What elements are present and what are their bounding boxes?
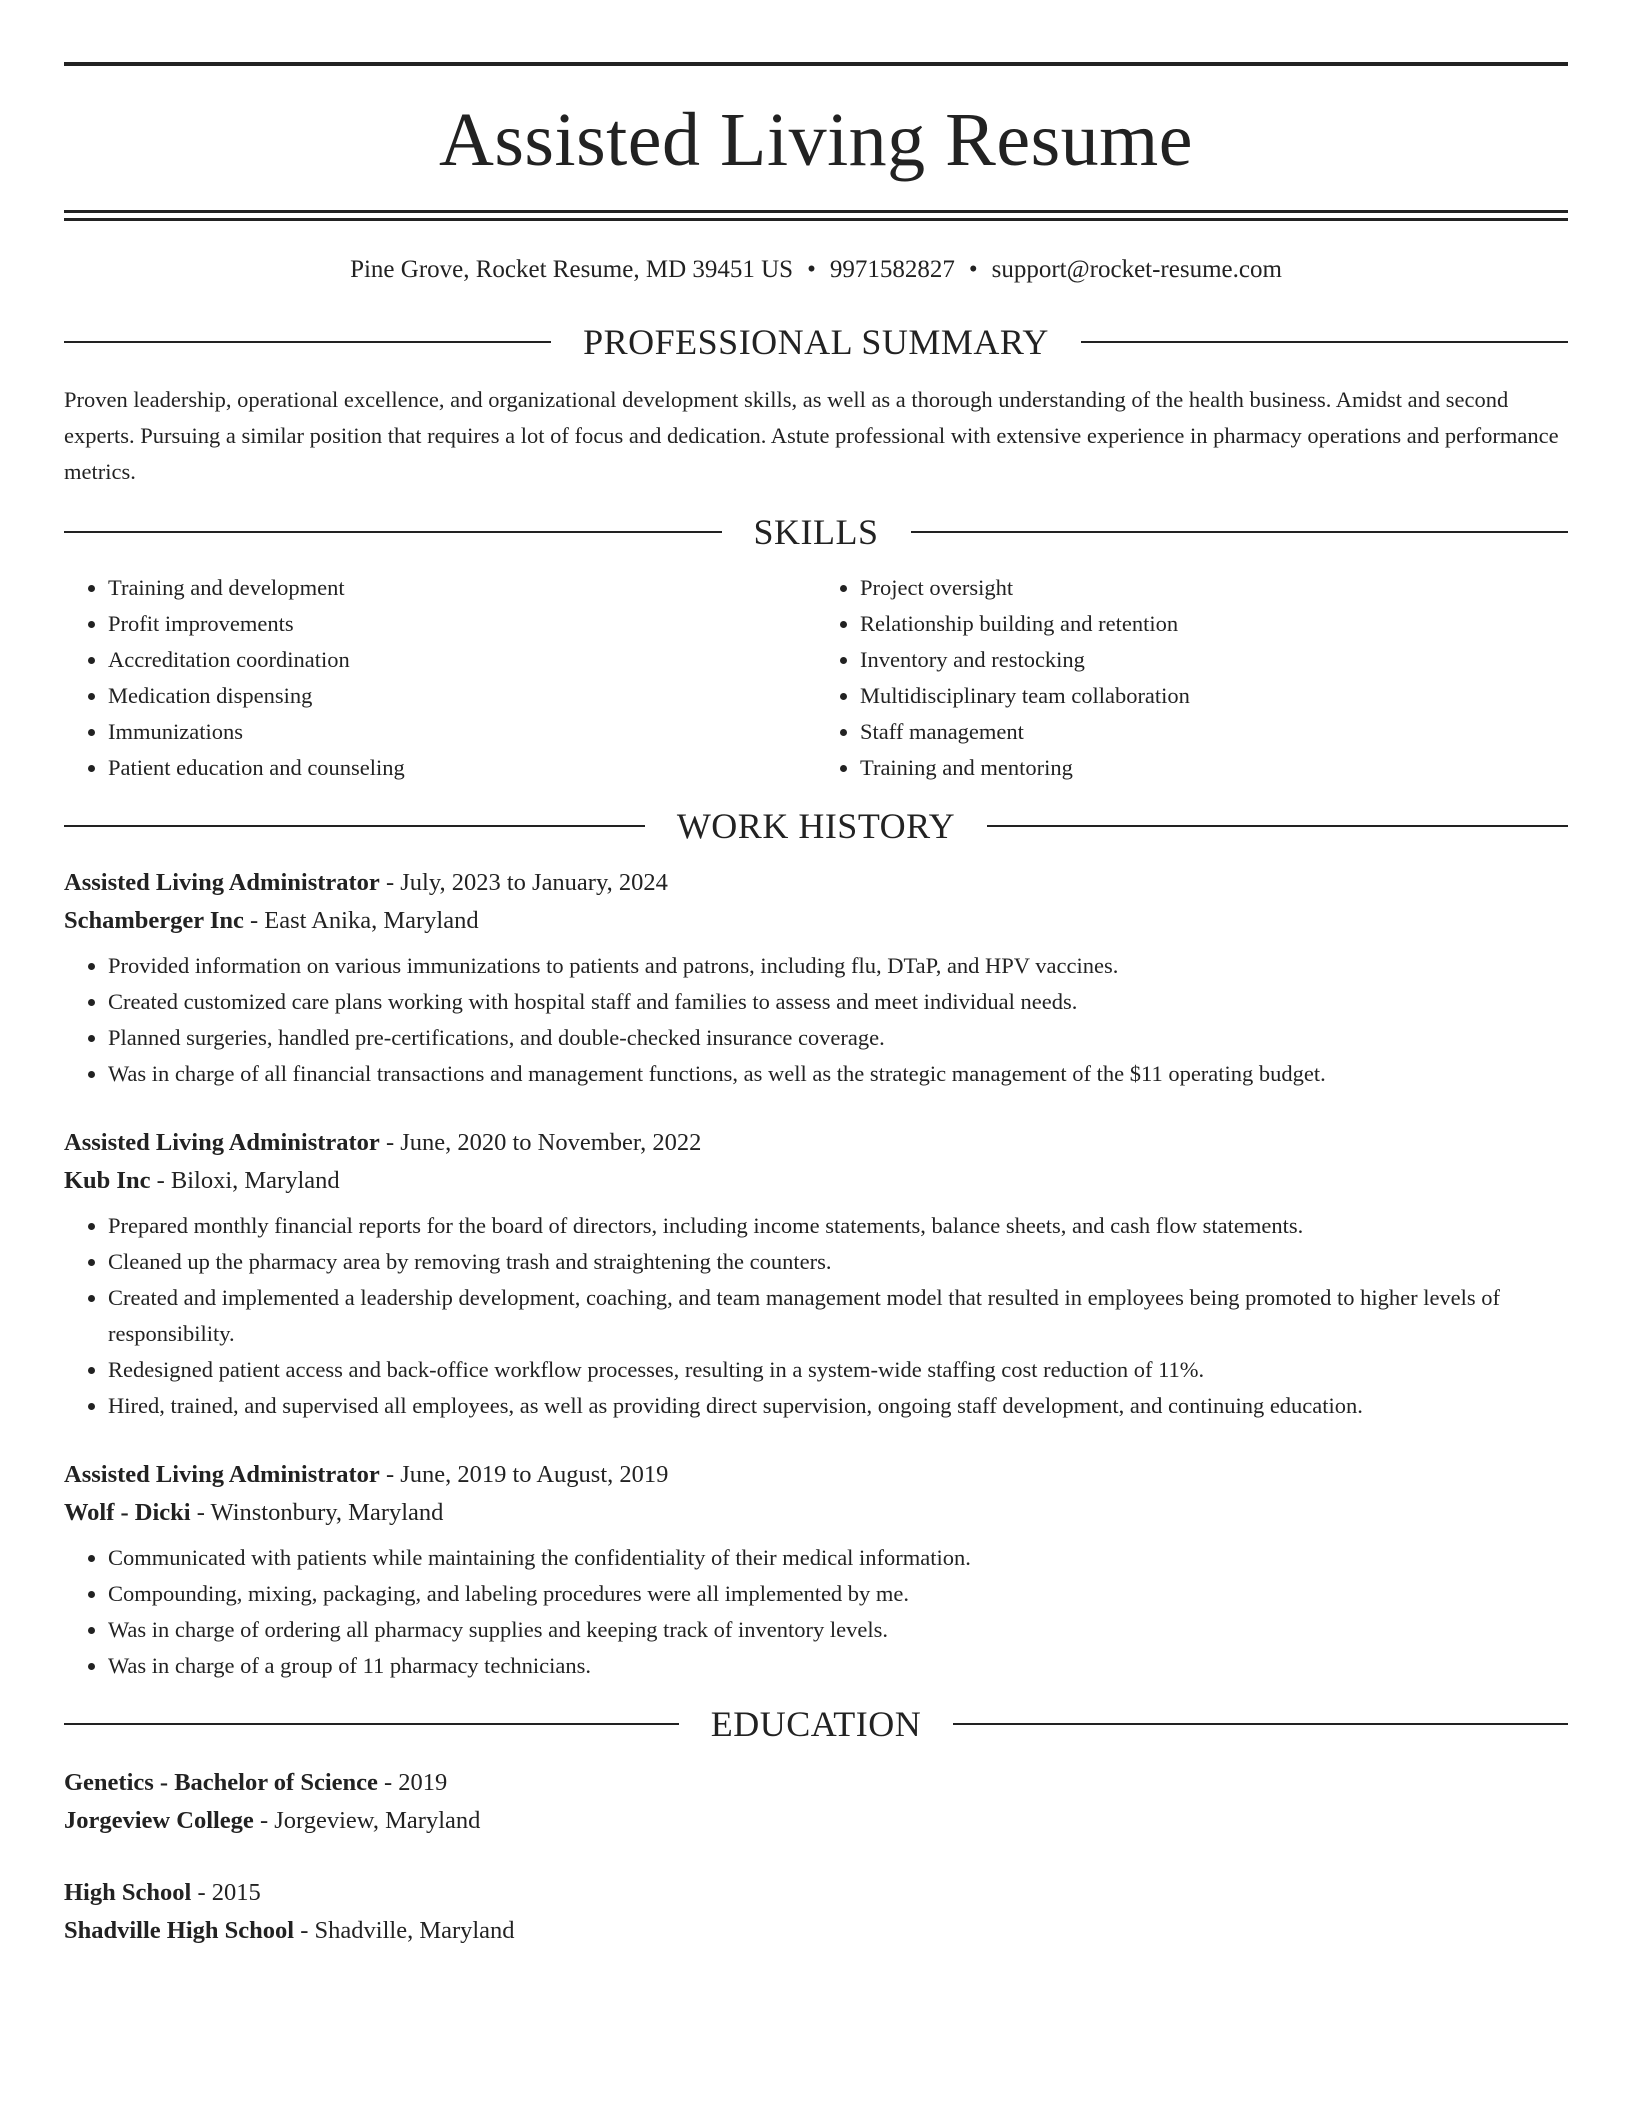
section-rule bbox=[953, 1723, 1568, 1725]
job-title-line bbox=[64, 864, 1568, 902]
work-heading: WORK HISTORY bbox=[676, 806, 956, 846]
duty-item: • Was in charge of all financial transactions and management functions, as well as the strategic management of the $11 operating budget. bbox=[108, 1056, 1568, 1092]
duty-item: • Hired, trained, and supervised all employees, as well as providing direct supervision, ongoing staff development, and continuing education. bbox=[108, 1388, 1568, 1424]
contact-line bbox=[64, 257, 1568, 282]
education-degree: High School bbox=[64, 1879, 192, 1906]
skills-columns bbox=[64, 570, 1568, 786]
education-section-header bbox=[64, 1706, 1568, 1742]
top-rule bbox=[64, 62, 1568, 66]
contact-email: support@rocket-resume.com bbox=[991, 256, 1282, 283]
job-title: Assisted Living Administrator bbox=[64, 1129, 380, 1156]
education-location: - Shadville, Maryland bbox=[294, 1917, 515, 1944]
education-school: Jorgeview College bbox=[64, 1807, 254, 1834]
section-rule bbox=[64, 825, 645, 827]
job-title-line bbox=[64, 1456, 1568, 1494]
education-location: - Jorgeview, Maryland bbox=[253, 1807, 481, 1834]
education-school-line bbox=[64, 1802, 1568, 1840]
education-year: - 2019 bbox=[377, 1769, 448, 1796]
job-duties-list bbox=[64, 948, 1568, 1092]
contact-phone: 9971582827 bbox=[829, 256, 955, 283]
contact-address: Pine Grove, Rocket Resume, MD 39451 US bbox=[350, 256, 794, 283]
duty-item: • Planned surgeries, handled pre-certifications, and double-checked insurance coverage. bbox=[108, 1020, 1568, 1056]
duty-item: • Prepared monthly financial reports for the board of directors, including income statements, balance sheets, and cash flow statements. bbox=[108, 1208, 1568, 1244]
section-rule bbox=[987, 825, 1568, 827]
job-duties-list bbox=[64, 1208, 1568, 1424]
duty-item: • Communicated with patients while maintaining the confidentiality of their medical information. bbox=[108, 1540, 1568, 1576]
section-rule bbox=[911, 531, 1569, 533]
job-location: - Winstonbury, Maryland bbox=[190, 1499, 444, 1526]
job-location: - Biloxi, Maryland bbox=[150, 1167, 340, 1194]
summary-heading: PROFESSIONAL SUMMARY bbox=[583, 322, 1049, 362]
education-entry bbox=[64, 1874, 1568, 1950]
job-company: Schamberger Inc bbox=[64, 907, 244, 934]
summary-section-header bbox=[64, 324, 1568, 360]
duty-item: • Created and implemented a leadership development, coaching, and team management model that resulted in employees being promoted to higher levels of responsibility. bbox=[108, 1280, 1568, 1352]
skill-item: • Training and development bbox=[108, 570, 816, 606]
job-company: Wolf - Dicki bbox=[64, 1499, 191, 1526]
section-rule bbox=[64, 531, 722, 533]
duty-item: • Provided information on various immunizations to patients and patrons, including flu, DTaP, and HPV vaccines. bbox=[108, 948, 1568, 984]
duty-item: • Was in charge of ordering all pharmacy supplies and keeping track of inventory levels. bbox=[108, 1612, 1568, 1648]
education-degree-line bbox=[64, 1764, 1568, 1802]
skill-item: • Patient education and counseling bbox=[108, 750, 816, 786]
education-degree: Genetics - Bachelor of Science bbox=[64, 1769, 378, 1796]
duty-item: • Created customized care plans working with hospital staff and families to assess and meet individual needs. bbox=[108, 984, 1568, 1020]
job-title: Assisted Living Administrator bbox=[64, 869, 380, 896]
duty-item: • Compounding, mixing, packaging, and labeling procedures were all implemented by me. bbox=[108, 1576, 1568, 1612]
job-entry bbox=[64, 1456, 1568, 1684]
job-dates: - June, 2020 to November, 2022 bbox=[379, 1129, 702, 1156]
title-double-rule bbox=[64, 210, 1568, 221]
job-location: - East Anika, Maryland bbox=[243, 907, 479, 934]
contact-separator: • bbox=[968, 256, 978, 283]
job-duties-list bbox=[64, 1540, 1568, 1684]
education-entry bbox=[64, 1764, 1568, 1840]
job-dates: - July, 2023 to January, 2024 bbox=[379, 869, 668, 896]
duty-item: • Redesigned patient access and back-office workflow processes, resulting in a system-wide staffing cost reduction of 11%. bbox=[108, 1352, 1568, 1388]
contact-separator: • bbox=[807, 256, 816, 283]
summary-text: Proven leadership, operational excellence, and organizational development skills, as well as a thorough understanding of the health business. Amidst and second experts. Pursuing a similar position that requires a lot of focus and dedication. Astute professional with extensive experience in pharmacy operations and performance metrics. bbox=[64, 387, 1559, 484]
skills-section-header bbox=[64, 514, 1568, 550]
work-section-header bbox=[64, 808, 1568, 844]
education-school: Shadville High School bbox=[64, 1917, 295, 1944]
skill-item: • Accreditation coordination bbox=[108, 642, 816, 678]
duty-item: • Cleaned up the pharmacy area by removing trash and straightening the counters. bbox=[108, 1244, 1568, 1280]
skill-item: • Project oversight bbox=[860, 570, 1568, 606]
education-school-line bbox=[64, 1912, 1568, 1950]
skill-item: • Inventory and restocking bbox=[860, 642, 1568, 678]
education-degree-line bbox=[64, 1874, 1568, 1912]
job-dates: - June, 2019 to August, 2019 bbox=[379, 1461, 669, 1488]
section-rule bbox=[1081, 341, 1568, 343]
job-company: Kub Inc bbox=[64, 1167, 151, 1194]
section-rule bbox=[64, 341, 551, 343]
resume-title: Assisted Living Resume bbox=[438, 98, 1194, 182]
job-title: Assisted Living Administrator bbox=[64, 1461, 380, 1488]
job-entry bbox=[64, 1124, 1568, 1424]
education-heading: EDUCATION bbox=[710, 1704, 922, 1744]
skill-item: • Training and mentoring bbox=[860, 750, 1568, 786]
skills-heading: SKILLS bbox=[753, 512, 879, 552]
skills-list-left bbox=[64, 570, 816, 786]
skills-list-right bbox=[816, 570, 1568, 786]
job-company-line bbox=[64, 902, 1568, 940]
skill-item: • Medication dispensing bbox=[108, 678, 816, 714]
job-entry bbox=[64, 864, 1568, 1092]
section-rule bbox=[64, 1723, 679, 1725]
job-company-line bbox=[64, 1162, 1568, 1200]
skill-item: • Relationship building and retention bbox=[860, 606, 1568, 642]
job-company-line bbox=[64, 1494, 1568, 1532]
skill-item: • Profit improvements bbox=[108, 606, 816, 642]
skill-item: • Immunizations bbox=[108, 714, 816, 750]
duty-item: • Was in charge of a group of 11 pharmacy technicians. bbox=[108, 1648, 1568, 1684]
skill-item: • Staff management bbox=[860, 714, 1568, 750]
education-year: - 2015 bbox=[191, 1879, 261, 1906]
job-title-line bbox=[64, 1124, 1568, 1162]
skill-item: • Multidisciplinary team collaboration bbox=[860, 678, 1568, 714]
